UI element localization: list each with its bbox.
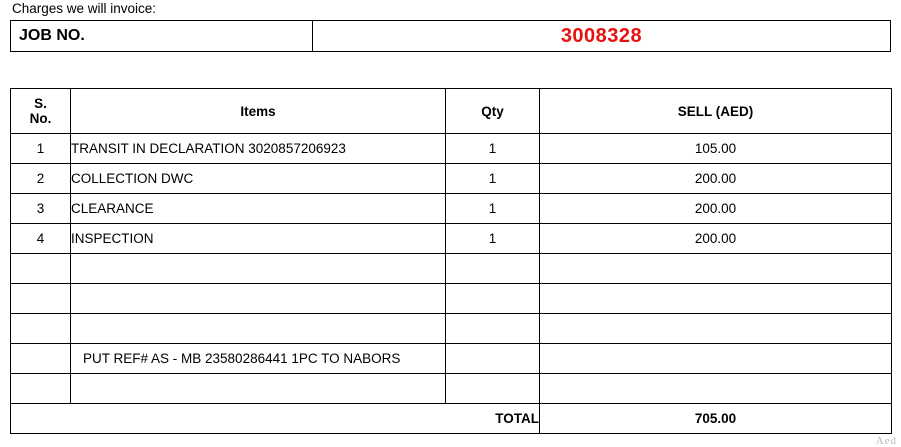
cell-sno — [11, 254, 71, 284]
table-row — [11, 224, 892, 254]
cell-qty — [446, 254, 540, 284]
cell-sno — [11, 314, 71, 344]
cell-qty — [446, 374, 540, 404]
cell-sell: 200.00 — [540, 194, 892, 224]
charges-table — [10, 88, 892, 434]
cell-item — [71, 284, 446, 314]
cell-qty: 1 — [446, 224, 540, 254]
charges-header-row — [11, 89, 892, 134]
watermark-text: Aed — [875, 435, 897, 447]
job-number-label: JOB NO. — [11, 21, 313, 52]
cell-sell — [540, 314, 892, 344]
cell-item: COLLECTION DWC — [71, 164, 446, 194]
table-row — [11, 164, 892, 194]
charges-table-body — [11, 134, 892, 434]
cell-item — [71, 374, 446, 404]
cell-sno — [11, 374, 71, 404]
cell-item: INSPECTION — [71, 224, 446, 254]
table-row — [11, 194, 892, 224]
cell-qty: 1 — [446, 194, 540, 224]
table-row — [11, 374, 892, 404]
column-header-sell: SELL (AED) — [540, 89, 892, 134]
job-number-table — [10, 20, 891, 52]
cell-qty — [446, 344, 540, 374]
table-row — [11, 284, 892, 314]
cell-sno: 1 — [11, 134, 71, 164]
charges-table-head — [11, 89, 892, 134]
column-header-sno-line1: S. — [34, 96, 47, 111]
table-row — [11, 314, 892, 344]
cell-sno: 3 — [11, 194, 71, 224]
cell-qty — [446, 284, 540, 314]
cell-item-note: PUT REF# AS - MB 23580286441 1PC TO NABORS — [71, 344, 446, 374]
job-number-value: 3008328 — [313, 21, 891, 52]
table-row — [11, 254, 892, 284]
cell-item — [71, 254, 446, 284]
cell-sno — [11, 284, 71, 314]
cell-sell: 105.00 — [540, 134, 892, 164]
cell-qty: 1 — [446, 134, 540, 164]
column-header-items: Items — [71, 89, 446, 134]
table-row — [11, 134, 892, 164]
cell-item — [71, 314, 446, 344]
cell-item: TRANSIT IN DECLARATION 3020857206923 — [71, 134, 446, 164]
cell-sell: 200.00 — [540, 164, 892, 194]
cell-sno: 4 — [11, 224, 71, 254]
total-value: 705.00 — [540, 404, 892, 434]
table-row-note — [11, 344, 892, 374]
cell-sell — [540, 254, 892, 284]
cell-qty — [446, 314, 540, 344]
cell-sno: 2 — [11, 164, 71, 194]
table-row-total — [11, 404, 892, 434]
job-number-row — [11, 21, 891, 52]
column-header-sno-line2: No. — [29, 111, 52, 126]
cell-sell — [540, 374, 892, 404]
cell-sell: 200.00 — [540, 224, 892, 254]
total-label: TOTAL — [11, 404, 540, 434]
intro-text: Charges we will invoice: — [12, 1, 157, 16]
cell-sell — [540, 284, 892, 314]
column-header-sno — [11, 89, 71, 134]
cell-item: CLEARANCE — [71, 194, 446, 224]
cell-sno — [11, 344, 71, 374]
column-header-qty: Qty — [446, 89, 540, 134]
cell-sell — [540, 344, 892, 374]
cell-qty: 1 — [446, 164, 540, 194]
